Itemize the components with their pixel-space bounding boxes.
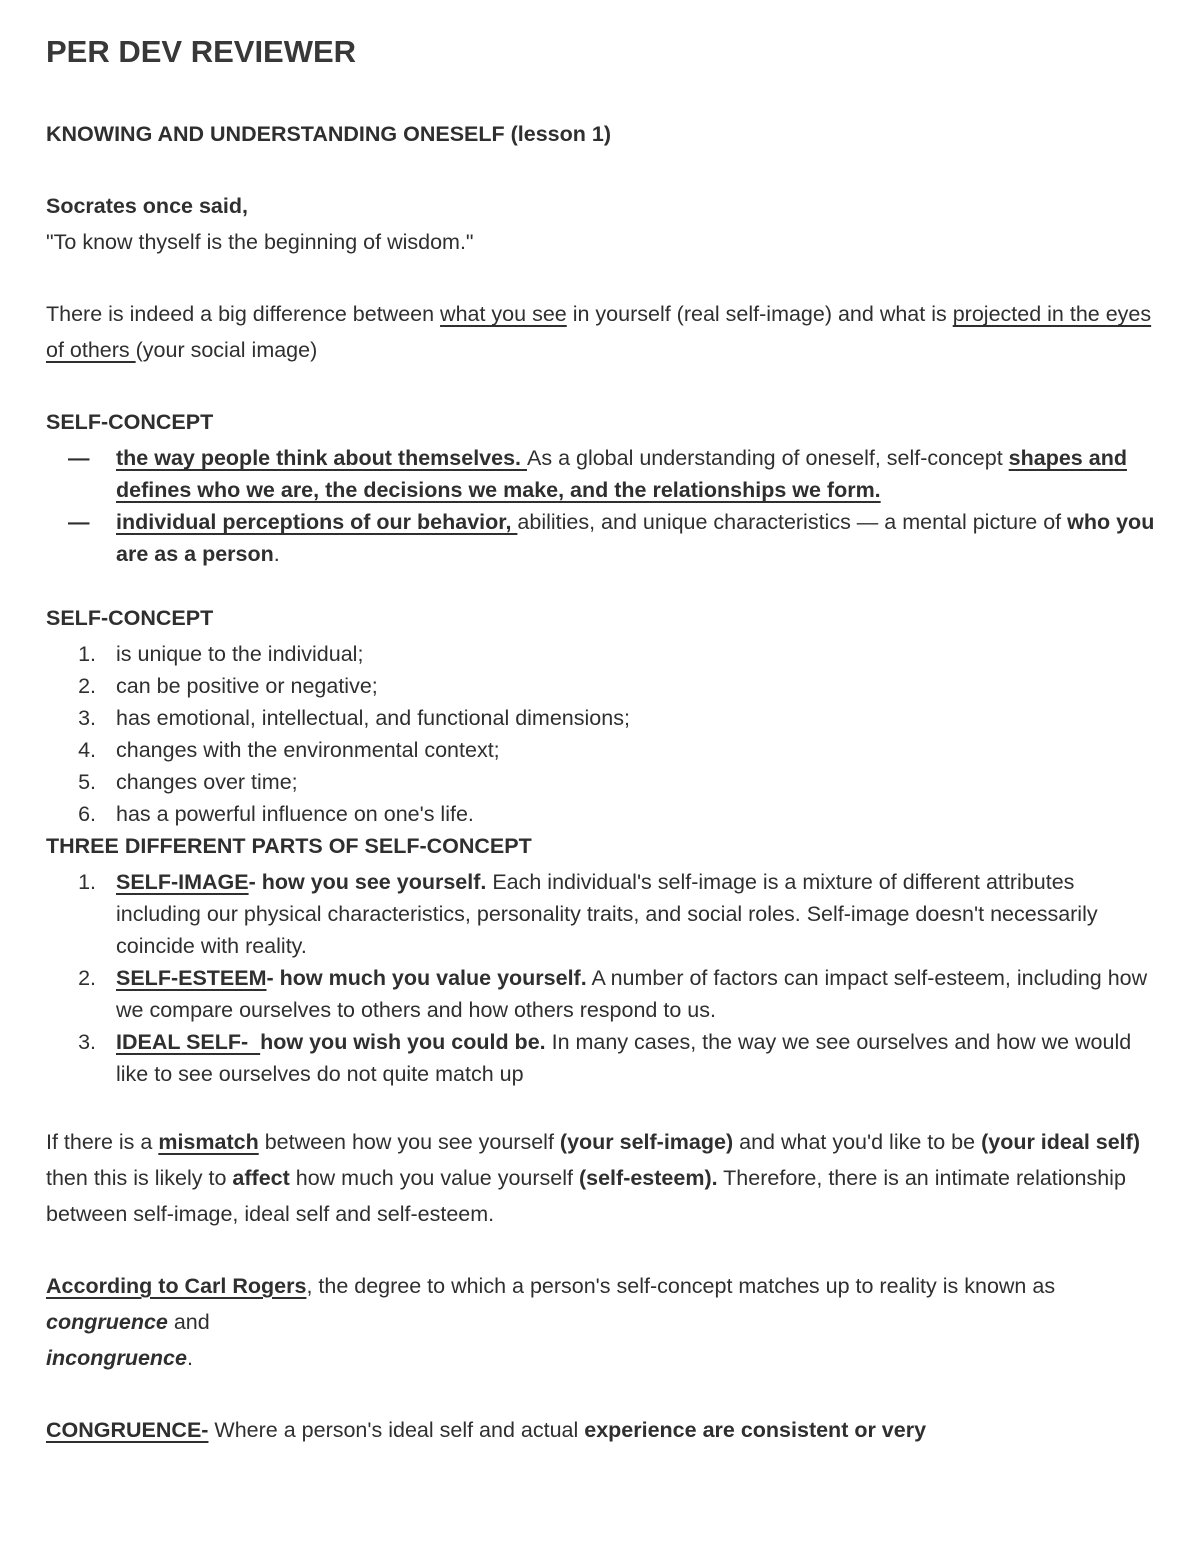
list-item (46, 798, 1161, 830)
definition-emphasis: the way people think about themselves. (116, 446, 527, 470)
list-item (46, 866, 1161, 962)
list-number: 1. (78, 642, 96, 666)
quote-text: "To know thyself is the beginning of wisdom." (46, 230, 474, 254)
mismatch-text: between how you see yourself (258, 1130, 560, 1154)
three-parts-heading: THREE DIFFERENT PARTS OF SELF-CONCEPT (46, 834, 532, 858)
part-text: A number of factors can impact self-esteem, including how we compare ourselves to others and how others respond to us. (116, 966, 1148, 1022)
list-number: 1. (78, 870, 96, 894)
mismatch-bold: affect (232, 1166, 290, 1190)
list-item-text: has emotional, intellectual, and functional dimensions; (116, 706, 630, 730)
list-number: 2. (78, 966, 96, 990)
mismatch-text: and what you'd like to be (733, 1130, 982, 1154)
list-number: 2. (78, 674, 96, 698)
difference-underline-1: what you see (440, 302, 567, 326)
document-title: PER DEV REVIEWER (46, 34, 357, 69)
three-parts-list (46, 866, 1161, 1090)
definition-text: abilities, and unique characteristics — a mental picture of (517, 510, 1068, 534)
list-number: 5. (78, 770, 96, 794)
list-item (46, 638, 1161, 670)
list-item (46, 766, 1161, 798)
definition-bold: who you are as a person (116, 510, 1155, 566)
list-item-text: has a powerful influence on one's life. (116, 802, 474, 826)
part-term: SELF-ESTEEM (116, 966, 267, 990)
congruence-paragraph (46, 1412, 1161, 1448)
part-definition: - how you see yourself. (248, 870, 487, 894)
self-concept-characteristics-list (46, 638, 1161, 830)
congruence-bold: experience are consistent or very (584, 1418, 927, 1442)
quote-intro: Socrates once said, (46, 194, 248, 218)
list-number: 3. (78, 1030, 96, 1054)
definition-emphasis: individual perceptions of our behavior, (116, 510, 518, 534)
part-term: SELF-IMAGE (116, 870, 249, 894)
list-number: 4. (78, 738, 96, 762)
part-definition: - how much you value yourself. (266, 966, 587, 990)
congruence-term: congruence (46, 1310, 168, 1334)
self-concept-definition-list (46, 442, 1161, 570)
mismatch-text: If there is a (46, 1130, 159, 1154)
rogers-text: and (167, 1310, 210, 1334)
list-number: 6. (78, 802, 96, 826)
dash-bullet: — (68, 510, 90, 534)
mismatch-bold: (self-esteem). (578, 1166, 718, 1190)
part-term: IDEAL SELF- (116, 1030, 261, 1054)
list-item (46, 506, 1161, 570)
difference-underline-2: projected in the eyes of others (46, 302, 1152, 362)
list-item (46, 962, 1161, 1026)
mismatch-bold: (your self-image) (559, 1130, 734, 1154)
rogers-emphasis: According to Carl Rogers (46, 1274, 307, 1298)
list-item-text: changes over time; (116, 770, 298, 794)
lesson-heading: KNOWING AND UNDERSTANDING ONESELF (lesson 1) (46, 122, 611, 146)
mismatch-text: how much you value yourself (289, 1166, 579, 1190)
mismatch-bold: (your ideal self) (981, 1130, 1140, 1154)
difference-text-3: (your social image) (135, 338, 318, 362)
list-item (46, 702, 1161, 734)
self-concept-heading-2: SELF-CONCEPT (46, 606, 214, 630)
definition-emphasis: shapes and defines who we are, the decisions we make, and the relationships we form. (116, 446, 1127, 502)
difference-text-2: in yourself (real self-image) and what is (566, 302, 953, 326)
list-item (46, 442, 1161, 506)
mismatch-text: Therefore, there is an intimate relationship between self-image, ideal self and self-esteem. (46, 1166, 1126, 1226)
list-item-text: can be positive or negative; (116, 674, 378, 698)
list-item-text: is unique to the individual; (116, 642, 364, 666)
list-item (46, 670, 1161, 702)
mismatch-emphasis: mismatch (158, 1130, 259, 1154)
dash-bullet: — (68, 446, 90, 470)
list-number: 3. (78, 706, 96, 730)
part-definition: how you wish you could be. (260, 1030, 546, 1054)
rogers-text: , the degree to which a person's self-concept matches up to reality is known as (306, 1274, 1056, 1298)
list-item (46, 1026, 1161, 1090)
part-text: Each individual's self-image is a mixture of different attributes including our physical characteristics, personality traits, and social roles. Self-image doesn't necessarily coincide with reality. (116, 870, 1098, 958)
rogers-text: . (186, 1346, 193, 1370)
difference-text-1: There is indeed a big difference between (46, 302, 441, 326)
self-concept-heading: SELF-CONCEPT (46, 410, 214, 434)
rogers-paragraph (46, 1268, 1161, 1376)
congruence-heading: CONGRUENCE- (46, 1418, 209, 1442)
definition-text: . (273, 542, 280, 566)
difference-paragraph (46, 296, 1161, 368)
list-item-text: changes with the environmental context; (116, 738, 500, 762)
list-item (46, 734, 1161, 766)
definition-text: As a global understanding of oneself, self-concept (527, 446, 1009, 470)
mismatch-paragraph (46, 1124, 1161, 1232)
quote-block (46, 188, 1161, 260)
incongruence-term: incongruence (46, 1346, 187, 1370)
congruence-text: Where a person's ideal self and actual (208, 1418, 585, 1442)
mismatch-text: then this is likely to (46, 1166, 233, 1190)
part-text: In many cases, the way we see ourselves and how we would like to see ourselves do not quite match up (116, 1030, 1132, 1086)
